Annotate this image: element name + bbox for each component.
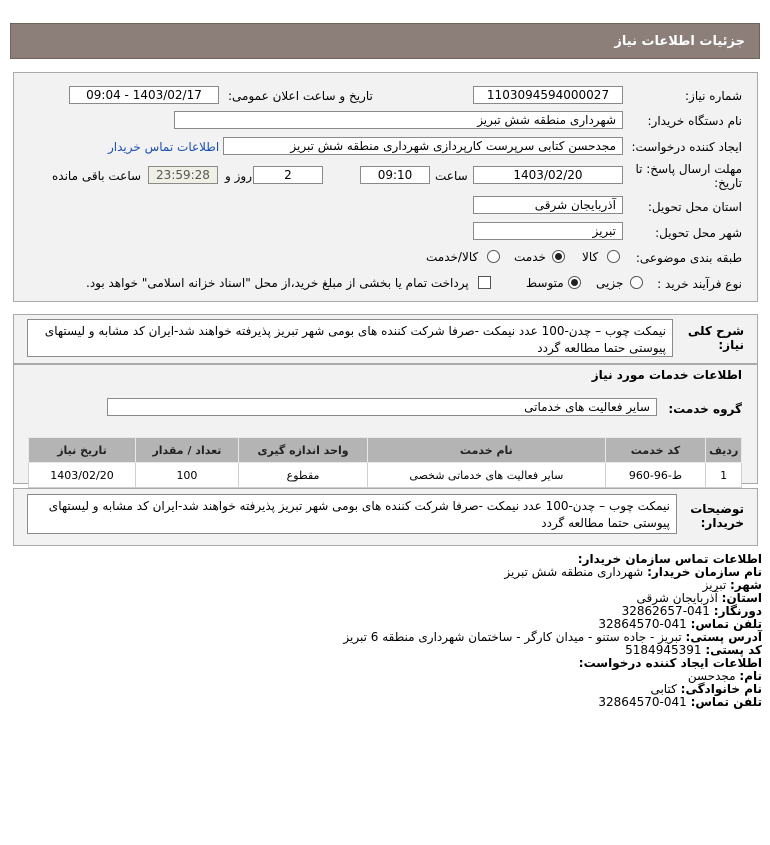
contact-city-label: شهر: — [730, 578, 762, 592]
contact-province: آذربایجان شرقی — [636, 591, 718, 605]
contact-city: تبریز — [702, 578, 727, 592]
creator-name-label: نام: — [739, 669, 762, 683]
buyer-notes-field: نیمکت چوب – چدن-100 عدد نیمکت -صرفا شرکت کننده های بومی شهر تبریز پذیرفته خواهند شد-ایران کد مشابه و لیستهای پیوستی حتما مطالعه گردد — [27, 494, 677, 534]
announce-date-field: 1403/02/17 - 09:04 — [69, 86, 219, 104]
creator-family-label: نام خانوادگی: — [680, 682, 762, 696]
deadline-days-label: روز و — [225, 169, 252, 183]
deadline-time-field: 09:10 — [360, 166, 430, 184]
services-table — [28, 437, 742, 488]
process-label: نوع فرآیند خرید : — [657, 277, 742, 291]
cell-service-code: ط-96-960 — [605, 463, 706, 488]
contact-address: تبریز - جاده ستنو - میدان کارگر - ساختمان شهرداری منطقه 6 تبریز — [343, 630, 682, 644]
contact-address-label: آدرس پستی: — [685, 630, 762, 644]
treasury-note: پرداخت تمام یا بخشی از مبلغ خرید،از محل "اسناد خزانه اسلامی" خواهد بود. — [86, 276, 469, 290]
city-field: تبریز — [473, 222, 623, 240]
col-header-service-name: نام خدمت — [368, 438, 605, 463]
cell-unit: مقطوع — [238, 463, 367, 488]
requester-label: ایجاد کننده درخواست: — [631, 140, 742, 154]
creator-phone: 041-32864570 — [598, 695, 687, 709]
buyer-org-label: نام دستگاه خریدار: — [647, 114, 742, 128]
services-title: اطلاعات خدمات مورد نیاز — [591, 368, 742, 382]
province-field: آذربایجان شرقی — [473, 196, 623, 214]
category-option-service: خدمت — [514, 250, 546, 264]
announce-date-label: تاریخ و ساعت اعلان عمومی: — [228, 89, 373, 103]
category-label: طبقه بندی موضوعی: — [635, 251, 742, 265]
creator-phone-label: تلفن تماس: — [690, 695, 762, 709]
contact-org-label: نام سازمان خریدار: — [647, 565, 762, 579]
category-radio-goods-service[interactable] — [487, 250, 500, 263]
deadline-date-field: 1403/02/20 — [473, 166, 623, 184]
requester-field: مجدحسن کتابی سرپرست کارپردازی شهرداری منطقه شش تبریز — [223, 137, 623, 155]
category-radio-service[interactable] — [552, 250, 565, 263]
creator-title: اطلاعات ایجاد کننده درخواست: — [578, 656, 762, 670]
general-desc-label: شرح کلی — [687, 324, 744, 338]
contact-title: اطلاعات تماس سازمان خریدار: — [577, 552, 762, 566]
creator-name: مجدحسن — [687, 669, 736, 683]
buyer-notes-label: توضیحات — [690, 502, 744, 516]
service-group-field: سایر فعالیت های خدماتی — [107, 398, 657, 416]
deadline-label-2: تاریخ: — [714, 176, 742, 190]
cell-need-date: 1403/02/20 — [29, 463, 136, 488]
contact-section — [22, 553, 762, 709]
treasury-checkbox[interactable] — [478, 276, 491, 289]
col-header-unit: واحد اندازه گیری — [238, 438, 367, 463]
remaining-time-label: ساعت باقی مانده — [52, 169, 142, 183]
need-info-panel — [13, 72, 758, 302]
deadline-time-label: ساعت — [435, 169, 468, 183]
cell-service-name: سایر فعالیت های خدماتی شخصی — [368, 463, 605, 488]
cell-quantity: 100 — [136, 463, 239, 488]
process-option-minor: جزیی — [596, 276, 624, 290]
creator-family: کتابی — [650, 682, 677, 696]
service-group-label: گروه خدمت: — [668, 402, 742, 416]
contact-phone: 041-32864570 — [598, 617, 687, 631]
city-label: شهر محل تحویل: — [655, 226, 742, 240]
col-header-service-code: کد خدمت — [605, 438, 706, 463]
process-option-medium: متوسط — [526, 276, 564, 290]
buyer-org-field: شهرداری منطقه شش تبریز — [174, 111, 623, 129]
category-option-goods: کالا — [582, 250, 599, 264]
table-header-row — [29, 438, 742, 463]
contact-province-label: استان: — [721, 591, 762, 605]
contact-fax-label: دورنگار: — [713, 604, 762, 618]
buyer-notes-label-2: خریدار: — [700, 516, 744, 530]
deadline-days-field: 2 — [253, 166, 323, 184]
contact-org: شهرداری منطقه شش تبریز — [504, 565, 644, 579]
col-header-row-num: ردیف — [706, 438, 742, 463]
category-option-goods-service: کالا/خدمت — [426, 250, 479, 264]
contact-postal: 5184945391 — [625, 643, 702, 657]
need-number-field: 1103094594000027 — [473, 86, 623, 104]
process-radio-medium[interactable] — [568, 276, 581, 289]
buyer-contact-link[interactable]: اطلاعات تماس خریدار — [108, 140, 220, 154]
cell-row-num: 1 — [706, 463, 742, 488]
col-header-need-date: تاریخ نیاز — [29, 438, 136, 463]
remaining-time-field: 23:59:28 — [148, 166, 218, 184]
page-header — [10, 23, 760, 59]
general-desc-label-2: نیاز: — [718, 338, 744, 352]
col-header-quantity: تعداد / مقدار — [136, 438, 239, 463]
category-radio-goods[interactable] — [607, 250, 620, 263]
province-label: استان محل تحویل: — [647, 200, 742, 214]
need-number-label: شماره نیاز: — [685, 89, 742, 103]
page-title: جزئیات اطلاعات نیاز — [614, 34, 745, 49]
contact-fax: 041-32862657 — [621, 604, 710, 618]
table-row — [29, 463, 742, 488]
contact-phone-label: تلفن تماس: — [690, 617, 762, 631]
general-desc-field: نیمکت چوب – چدن-100 عدد نیمکت -صرفا شرکت کننده های بومی شهر تبریز پذیرفته خواهند شد-ایران کد مشابه و لیستهای پیوستی حتما مطالعه گردد — [27, 319, 673, 357]
deadline-label: مهلت ارسال پاسخ: تا — [635, 162, 742, 176]
process-radio-minor[interactable] — [630, 276, 643, 289]
contact-postal-label: کد پستی: — [705, 643, 762, 657]
